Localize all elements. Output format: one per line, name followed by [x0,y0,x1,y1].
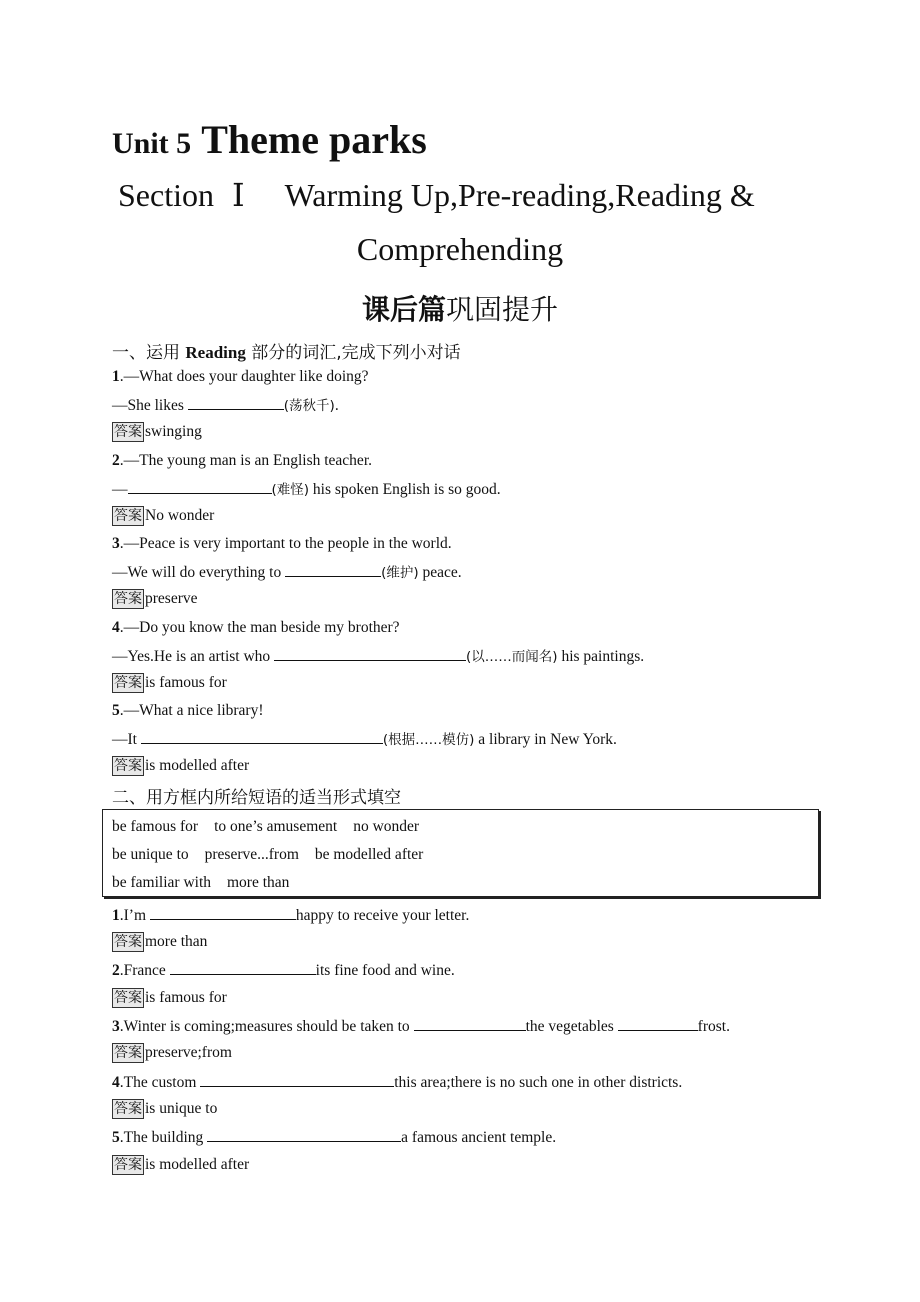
chinese-hint: (荡秋千) [283,398,335,414]
homework-heading-rest: 巩固提升 [446,293,559,326]
answer-text: swinging [145,423,202,440]
p2-answer4 [112,1099,217,1119]
chinese-hint: (根据……模仿) [382,732,475,748]
p1-answer4 [112,673,227,693]
phrase-box [102,809,819,897]
line-text: .Winter is coming;measures should be taken to [119,1018,414,1035]
phrase: be unique to [112,846,189,863]
part1-heading-bold: Reading [185,343,246,362]
answer-text: is modelled after [145,1156,250,1173]
section-label: Section [118,177,214,213]
line-text: — [112,481,128,498]
fill-blank[interactable] [414,1016,526,1031]
answer-tag: 答案 [114,591,142,607]
answer-tag: 答案 [114,508,142,524]
line-text: .I’m [119,907,150,924]
answer-text: is famous for [145,674,227,691]
chinese-hint: (难怪) [271,482,310,498]
line-text: a famous ancient temple. [401,1129,557,1146]
chinese-hint: (维护) [381,565,419,581]
p2-answer5 [112,1155,249,1175]
answer-tag: 答案 [114,424,142,440]
line-text: —It [112,731,141,748]
line-text: .France [119,962,170,979]
answer-tag: 答案 [114,758,142,774]
fill-blank[interactable] [128,479,272,494]
p2-q4 [112,1072,682,1093]
part1-heading [112,338,461,363]
part1-heading-suffix: 部分的词汇,完成下列小对话 [245,343,461,363]
phrase: be famous for [112,818,199,835]
p1-a5-line [112,729,617,750]
phrase: be modelled after [314,846,424,863]
answer-text: is modelled after [145,757,250,774]
line-text: a library in New York. [474,731,617,748]
fill-blank[interactable] [188,395,284,410]
phrase: be familiar with [112,874,211,891]
chinese-hint: (以……而闻名) [466,649,558,665]
phrase: no wonder [353,818,420,835]
line-text: —She likes [112,397,188,414]
question-number: 4 [112,619,120,636]
p1-q2 [112,451,372,471]
question-number: 2 [112,452,120,469]
answer-text: preserve [145,590,198,607]
line-text: . [334,397,339,414]
p2-answer1 [112,932,207,952]
part2-heading: 二、用方框内所给短语的适当形式填空 [112,788,401,808]
answer-tag: 答案 [114,675,142,691]
question-number: 5 [112,702,120,719]
p1-a2-line [112,479,501,500]
answer-tag: 答案 [114,1157,142,1173]
answer-tag: 答案 [114,1101,142,1117]
line-text: frost. [697,1018,730,1035]
phrase-row [112,846,439,864]
answer-text: is unique to [145,1100,218,1117]
question-number: 3 [112,535,120,552]
fill-blank[interactable] [207,1127,401,1142]
line-text: .The building [119,1129,208,1146]
answer-text: No wonder [145,507,215,524]
fill-blank[interactable] [150,905,296,920]
fill-blank[interactable] [170,960,316,975]
p1-a3-line [112,562,462,583]
fill-blank[interactable] [285,562,381,577]
line-text: this area;there is no such one in other districts. [394,1074,683,1091]
phrase-row [112,874,305,892]
fill-blank[interactable] [274,646,466,661]
answer-tag: 答案 [114,1045,142,1061]
line-text: his spoken English is so good. [309,481,501,498]
p1-a1-line [112,395,339,416]
line-text: —Yes.He is an artist who [112,648,275,665]
question-number: 2 [112,962,120,979]
fill-blank[interactable] [200,1072,394,1087]
question-text: .—The young man is an English teacher. [119,452,372,469]
p2-answer2 [112,988,227,1008]
p1-q3 [112,534,452,554]
answer-tag: 答案 [114,990,142,1006]
homework-heading-bold: 课后篇 [361,293,446,326]
answer-text: preserve;from [145,1044,232,1061]
p2-q2 [112,960,455,981]
phrase: to one’s amusement [214,818,338,835]
answer-text: more than [145,933,208,950]
p1-answer5 [112,756,249,776]
unit-number: Unit 5 [112,127,192,160]
section-title-line1 [118,176,755,214]
p2-q1 [112,905,469,926]
question-text: .—What a nice library! [119,702,264,719]
line-text: .The custom [119,1074,201,1091]
answer-text: is famous for [145,989,227,1006]
question-text: .—Do you know the man beside my brother? [119,619,400,636]
unit-theme: Theme parks [201,117,427,162]
question-number: 4 [112,1074,120,1091]
p2-answer3 [112,1043,232,1063]
p2-q5 [112,1127,556,1148]
question-text: .—Peace is very important to the people in the world. [119,535,452,552]
question-number: 3 [112,1018,120,1035]
p1-q5 [112,701,264,721]
line-text: the vegetables [525,1018,618,1035]
phrase: preserve...from [204,846,299,863]
answer-tag: 答案 [114,934,142,950]
p1-answer3 [112,589,198,609]
phrase-row [112,818,435,836]
section-subtitle-1: Warming Up,Pre-reading,Reading & [284,177,755,213]
part1-heading-prefix: 一、运用 [112,343,186,363]
p1-q1 [112,367,369,387]
fill-blank[interactable] [141,729,383,744]
question-number: 1 [112,907,120,924]
p1-answer1 [112,422,202,442]
p2-q3 [112,1016,730,1037]
section-title-line2: Comprehending [356,231,564,267]
p1-answer2 [112,506,214,526]
line-text: peace. [418,564,462,581]
line-text: its fine food and wine. [315,962,455,979]
section-numeral: Ⅰ [231,177,245,213]
homework-heading [0,288,920,328]
line-text: his paintings. [557,648,645,665]
unit-title [112,116,427,163]
phrase: more than [227,874,290,891]
question-text: .—What does your daughter like doing? [119,368,369,385]
p1-q4 [112,618,400,638]
p1-a4-line [112,646,644,667]
fill-blank[interactable] [618,1016,698,1031]
line-text: happy to receive your letter. [295,907,470,924]
line-text: —We will do everything to [112,564,286,581]
question-number: 5 [112,1129,120,1146]
question-number: 1 [112,368,120,385]
